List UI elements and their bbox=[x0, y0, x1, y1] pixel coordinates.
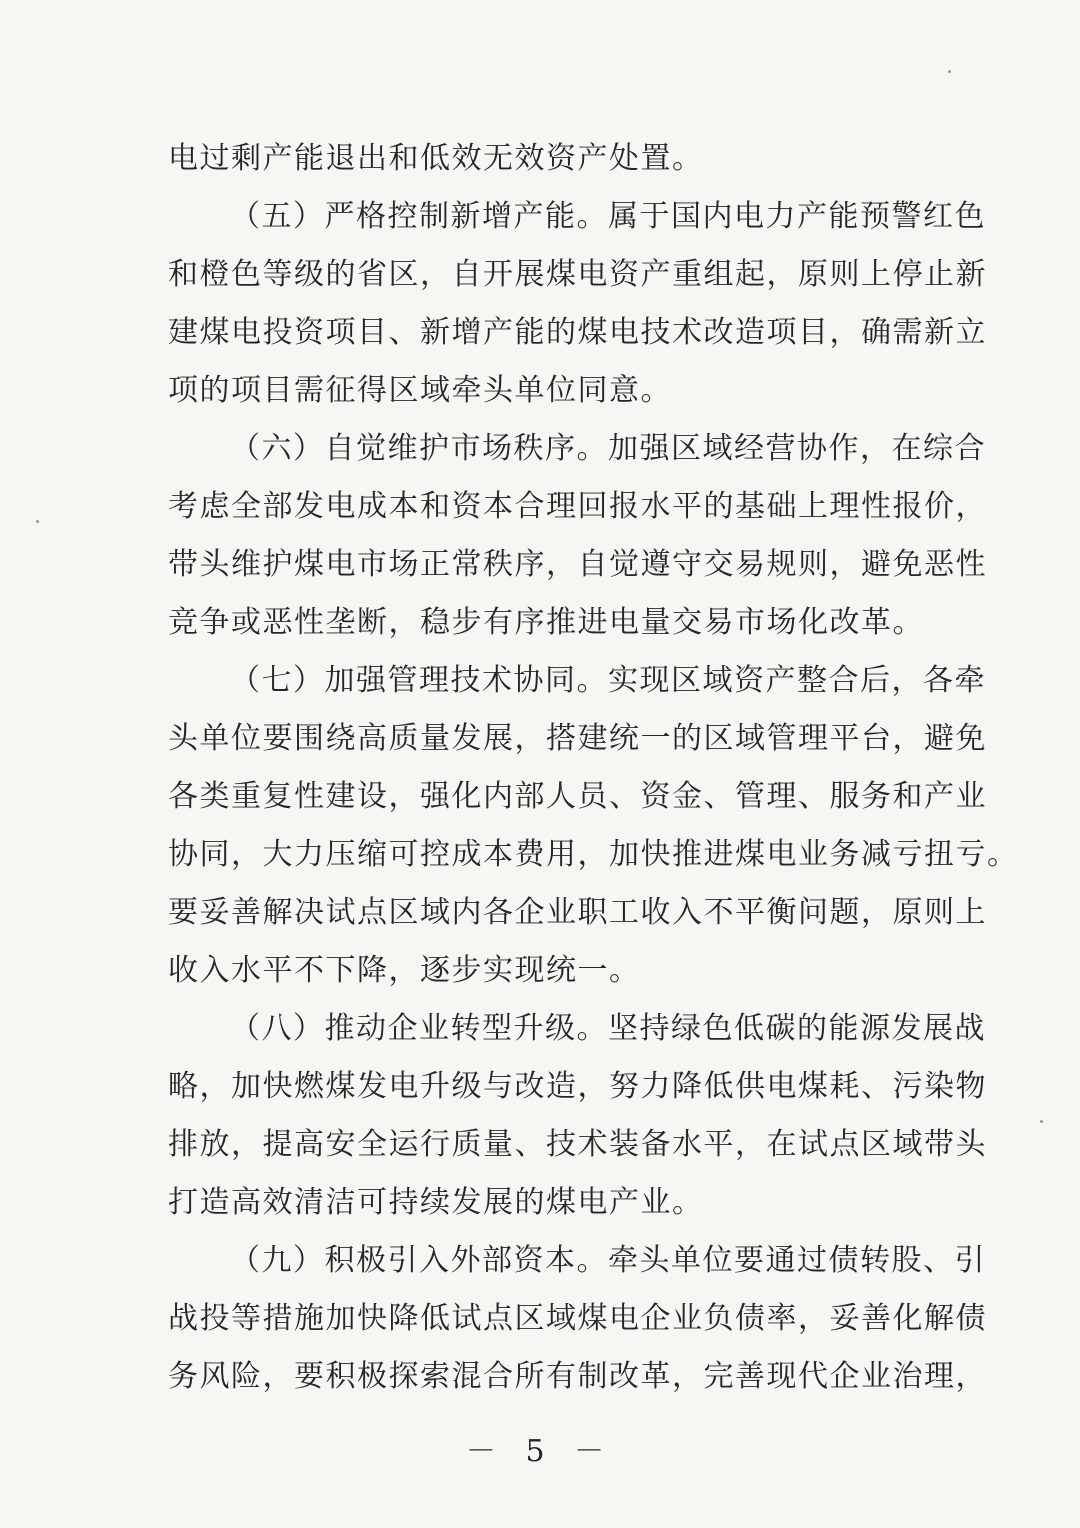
text-line: 战投等措施加快降低试点区域煤电企业负债率，妥善化解债 bbox=[168, 1301, 987, 1336]
text-line: 略，加快燃煤发电升级与改造，努力降低供电煤耗、污染物 bbox=[168, 1069, 987, 1104]
text-line: 收入水平不下降，逐步实现统一。 bbox=[168, 953, 641, 988]
text-line: 和橙色等级的省区，自开展煤电资产重组起，原则上停止新 bbox=[168, 257, 987, 292]
text-line: 各类重复性建设，强化内部人员、资金、管理、服务和产业 bbox=[168, 779, 987, 814]
text-line: 务风险，要积极探索混合所有制改革，完善现代企业治理， bbox=[168, 1359, 987, 1394]
text-line: （五）严格控制新增产能。属于国内电力产能预警红色 bbox=[230, 199, 986, 234]
text-line: 项的项目需征得区域牵头单位同意。 bbox=[168, 373, 672, 408]
text-line: 协同，大力压缩可控成本费用，加快推进煤电业务减亏扭亏。 bbox=[168, 837, 1019, 872]
text-line: （七）加强管理技术协同。实现区域资产整合后，各牵 bbox=[230, 663, 986, 698]
document-body bbox=[168, 130, 1019, 1406]
text-line: 考虑全部发电成本和资本合理回报水平的基础上理性报价， bbox=[168, 489, 987, 524]
scan-speck bbox=[948, 70, 951, 73]
page-number: － 5 － bbox=[465, 1434, 615, 1469]
text-line: （八）推动企业转型升级。坚持绿色低碳的能源发展战 bbox=[230, 1011, 986, 1046]
scan-speck bbox=[1040, 1120, 1043, 1123]
text-line: 要妥善解决试点区域内各企业职工收入不平衡问题，原则上 bbox=[168, 895, 987, 930]
text-line: 排放，提高安全运行质量、技术装备水平，在试点区域带头 bbox=[168, 1127, 987, 1162]
text-line: 电过剩产能退出和低效无效资产处置。 bbox=[168, 141, 704, 176]
text-line: （九）积极引入外部资本。牵头单位要通过债转股、引 bbox=[230, 1243, 986, 1278]
text-line: 头单位要围绕高质量发展，搭建统一的区域管理平台，避免 bbox=[168, 721, 987, 756]
text-line: 建煤电投资项目、新增产能的煤电技术改造项目，确需新立 bbox=[168, 315, 987, 350]
scan-speck bbox=[36, 520, 39, 523]
text-line: （六）自觉维护市场秩序。加强区域经营协作，在综合 bbox=[230, 431, 986, 466]
text-line: 打造高效清洁可持续发展的煤电产业。 bbox=[168, 1185, 704, 1220]
text-line: 带头维护煤电市场正常秩序，自觉遵守交易规则，避免恶性 bbox=[168, 547, 987, 582]
text-line: 竞争或恶性垄断，稳步有序推进电量交易市场化改革。 bbox=[168, 605, 924, 640]
